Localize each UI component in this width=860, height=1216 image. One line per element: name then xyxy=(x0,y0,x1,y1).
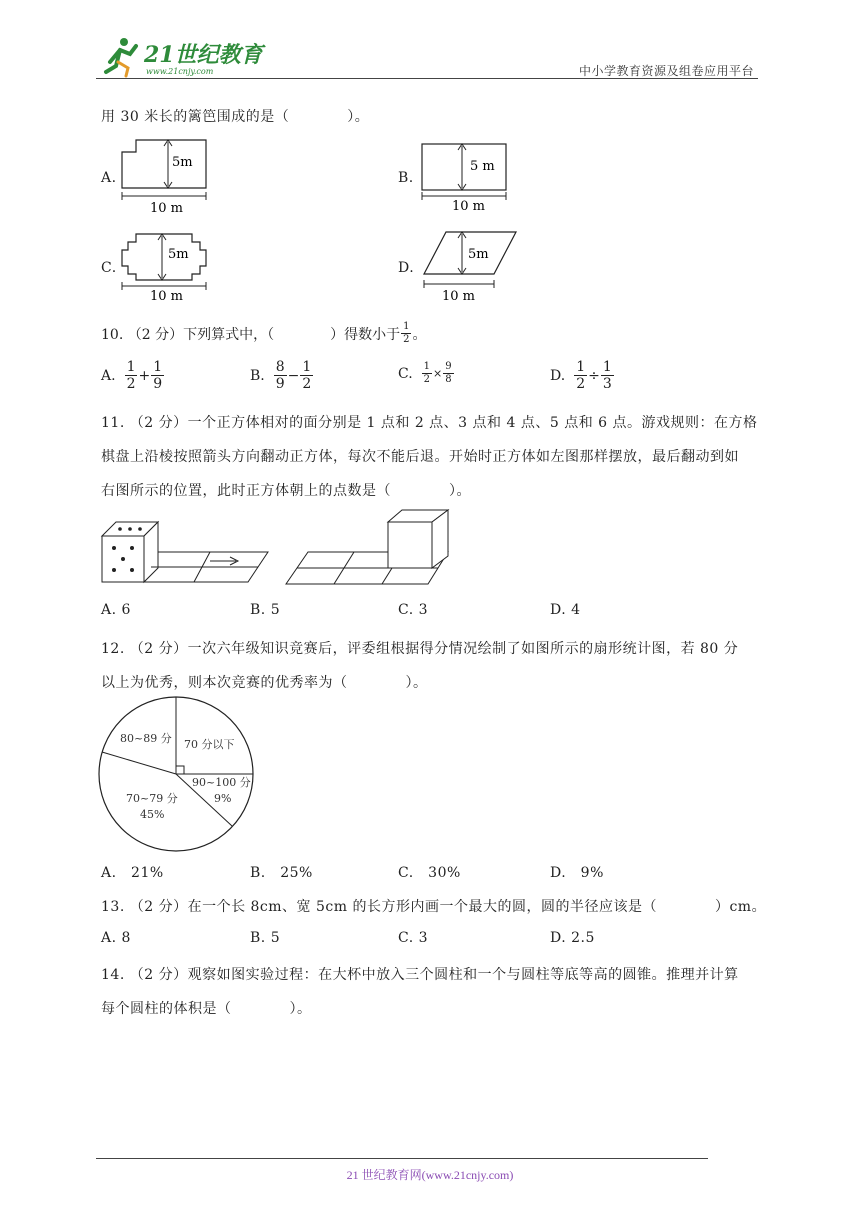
q10-option-c xyxy=(398,362,455,385)
q10-c-frac2 xyxy=(443,362,453,385)
q9-c-height: 5m xyxy=(168,247,189,262)
q9-option-c-figure xyxy=(116,228,216,304)
header-platform-text: 中小学教育资源及组卷应用平台 xyxy=(578,64,754,78)
q9-b-height: 5 m xyxy=(470,159,495,174)
q10-b-frac2 xyxy=(300,360,313,391)
header-divider xyxy=(96,78,758,79)
q10-d-n2: 1 xyxy=(602,359,612,375)
q10-d-d2: 3 xyxy=(602,376,612,392)
q10-d-n1: 1 xyxy=(576,359,586,375)
q13-option-c: C. 3 xyxy=(398,930,429,946)
q10-c-n1: 1 xyxy=(423,361,431,372)
q10-option-b xyxy=(250,360,314,391)
q13-option-a: A. 8 xyxy=(101,930,131,946)
q12-pie-chart xyxy=(96,694,260,858)
q10-b-d1: 9 xyxy=(275,376,285,392)
q11-line2: 棋盘上沿棱按照箭头方向翻动正方体，每次不能后退。开始时正方体如左图那样摆放，最后翻动到如 xyxy=(101,449,739,465)
q10-d-frac1 xyxy=(574,360,587,391)
q10-c-d1: 2 xyxy=(423,374,431,385)
q12-line2: 以上为优秀，则本次竞赛的优秀率为（ ）。 xyxy=(101,675,428,691)
q9-a-width: 10 m xyxy=(150,201,184,216)
q10-b-n2: 1 xyxy=(302,359,312,375)
q9-option-a-figure xyxy=(116,134,216,216)
q11-option-a: A. 6 xyxy=(101,602,131,618)
q9-option-c-label: C. xyxy=(101,260,117,276)
q10-b-frac1 xyxy=(274,360,287,391)
q11-option-b: B. 5 xyxy=(250,602,281,618)
q13-option-b: B. 5 xyxy=(250,930,281,946)
q9-stem: 用 30 米长的篱笆围成的是（ ）。 xyxy=(101,109,370,125)
pie-label-below-70: 70 分以下 xyxy=(184,738,235,751)
q10-c-d2: 8 xyxy=(445,374,452,385)
q10-stem-text: 10. （2 分）下列算式中，（ ）得数小于 xyxy=(101,326,401,343)
q10-a-frac2 xyxy=(151,360,164,391)
q10-stem-frac-num: 1 xyxy=(403,321,410,332)
q9-option-d-figure xyxy=(418,226,522,306)
q9-a-height: 5m xyxy=(172,155,193,170)
q11-option-d: D. 4 xyxy=(550,602,581,618)
logo-runner-icon xyxy=(96,34,266,78)
q10-d-label: D. xyxy=(550,367,566,384)
dice-cube-right xyxy=(388,510,448,568)
q10-stem-fraction xyxy=(401,322,411,345)
q10-b-op: − xyxy=(287,367,300,384)
dice-cube-left xyxy=(102,522,158,582)
q10-a-n1: 1 xyxy=(126,359,136,375)
q9-d-height: 5m xyxy=(468,247,489,262)
pie-label-80-89: 80~89 分 xyxy=(120,732,172,745)
q13-stem: 13. （2 分）在一个长 8cm、宽 5cm 的长方形内画一个最大的圆，圆的半径应该是（ ）cm。 xyxy=(101,899,767,915)
q10-d-op: ÷ xyxy=(588,367,600,384)
q12-option-b: B. 25% xyxy=(250,865,313,881)
logo xyxy=(96,34,266,82)
q11-dice-figure xyxy=(98,506,458,588)
q10-d-frac2 xyxy=(601,360,614,391)
q10-stem-end: 。 xyxy=(412,326,427,343)
q10-a-n2: 1 xyxy=(153,359,163,375)
q9-option-a-label: A. xyxy=(101,170,117,186)
q10-b-label: B. xyxy=(250,367,265,384)
logo-url: www.21cnjy.com xyxy=(146,67,214,76)
logo-text: 21世纪教育 xyxy=(144,42,263,68)
q12-line1: 12. （2 分）一次六年级知识竞赛后，评委组根据得分情况绘制了如图所示的扇形统计图，若 80 分 xyxy=(101,641,739,657)
q11-line1: 11. （2 分）一个正方体相对的面分别是 1 点和 2 点、3 点和 4 点、5 点和 6 点。游戏规则：在方格 xyxy=(101,415,758,431)
q10-c-frac1 xyxy=(422,362,432,385)
q11-line3: 右图所示的位置，此时正方体朝上的点数是（ ）。 xyxy=(101,483,471,499)
q9-b-width: 10 m xyxy=(452,199,486,214)
q10-a-d2: 9 xyxy=(153,376,163,392)
q10-a-op: + xyxy=(138,367,151,384)
q11-option-c: C. 3 xyxy=(398,602,429,618)
q9-option-b-label: B. xyxy=(398,170,414,186)
q10-a-frac1 xyxy=(125,360,138,391)
q10-c-op: × xyxy=(433,367,443,380)
q10-option-a xyxy=(101,360,165,391)
pie-label-70-79: 70~79 分 xyxy=(126,792,178,805)
q9-d-width: 10 m xyxy=(442,289,476,304)
q10-option-d xyxy=(550,360,615,391)
q10-c-label: C. xyxy=(398,365,413,382)
pie-label-9pct: 9% xyxy=(214,792,232,805)
q14-line2: 每个圆柱的体积是（ ）。 xyxy=(101,1001,312,1017)
pie-label-45pct: 45% xyxy=(140,808,165,821)
q10-d-d1: 2 xyxy=(576,376,586,392)
q13-option-d: D. 2.5 xyxy=(550,930,595,946)
q10-a-d1: 2 xyxy=(126,376,136,392)
q10-b-n1: 8 xyxy=(275,359,285,375)
q12-option-c: C. 30% xyxy=(398,865,461,881)
q9-c-width: 10 m xyxy=(150,289,184,304)
q10-stem xyxy=(101,322,426,345)
pie-label-90-100: 90~100 分 xyxy=(192,776,251,789)
q10-b-d2: 2 xyxy=(302,376,312,392)
footer-text[interactable]: 21 世纪教育网(www.21cnjy.com) xyxy=(346,1168,514,1182)
q9-option-b-figure xyxy=(416,138,516,214)
q10-stem-frac-den: 2 xyxy=(403,334,410,345)
q12-option-d: D. 9% xyxy=(550,865,604,881)
q10-c-n2: 9 xyxy=(445,361,452,372)
q14-line1: 14. （2 分）观察如图实验过程：在大杯中放入三个圆柱和一个与圆柱等底等高的圆锥。推理并计算 xyxy=(101,967,739,983)
q12-option-a: A. 21% xyxy=(101,865,164,881)
q10-a-label: A. xyxy=(101,367,116,384)
q9-option-d-label: D. xyxy=(398,260,415,276)
footer-divider xyxy=(96,1158,708,1159)
